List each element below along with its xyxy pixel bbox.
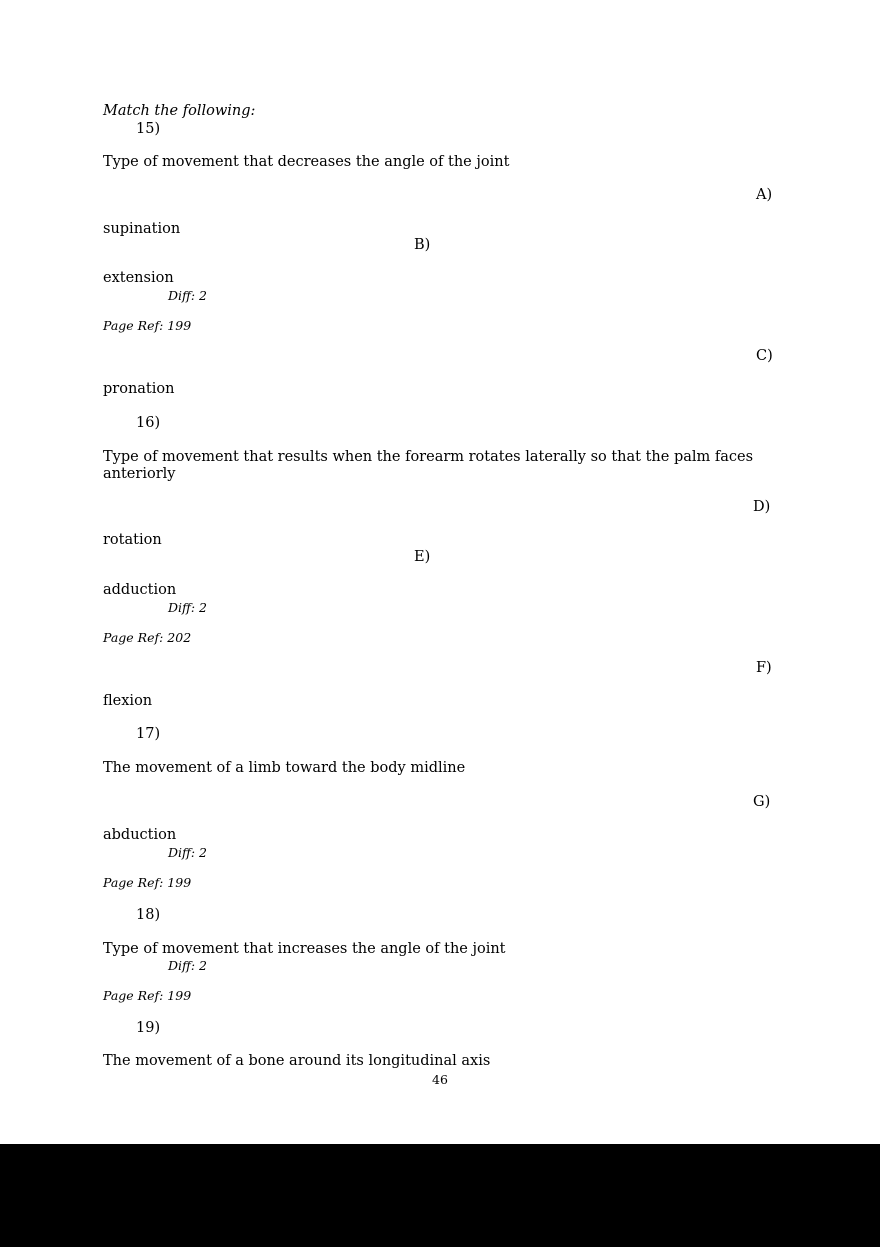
option-term: adduction (103, 582, 177, 598)
option-letter: C) (756, 348, 773, 364)
question-prompt: The movement of a bone around its longitudinal axis (103, 1053, 491, 1069)
option-term: extension (103, 270, 174, 286)
option-letter: F) (756, 660, 772, 676)
question-prompt: Type of movement that results when the forearm rotates laterally so that the palm faces anteriorly (103, 449, 754, 482)
difficulty-label: Diff: 2 (168, 845, 208, 860)
option-letter: D) (753, 499, 771, 515)
question-prompt: Type of movement that increases the angle of the joint (103, 941, 506, 957)
option-letter: E) (414, 549, 431, 565)
option-term: flexion (103, 693, 153, 709)
difficulty-label: Diff: 2 (168, 958, 208, 973)
page-ref-label: Page Ref: 202 (103, 630, 192, 645)
difficulty-label: Diff: 2 (168, 600, 208, 615)
page-ref-label: Page Ref: 199 (103, 875, 192, 890)
bottom-black-bar (0, 1144, 880, 1247)
option-term: rotation (103, 532, 162, 548)
instruction-heading: Match the following: (103, 103, 256, 119)
option-term: abduction (103, 827, 177, 843)
option-letter: G) (753, 794, 771, 810)
page-number: 46 (432, 1072, 448, 1087)
question-number: 16) (136, 415, 161, 431)
option-letter: B) (414, 237, 431, 253)
question-number: 17) (136, 726, 161, 742)
question-prompt: Type of movement that decreases the angle of the joint (103, 154, 510, 170)
page-ref-label: Page Ref: 199 (103, 318, 192, 333)
difficulty-label: Diff: 2 (168, 288, 208, 303)
question-number: 19) (136, 1020, 161, 1036)
option-letter: A) (756, 187, 773, 203)
option-term: pronation (103, 381, 175, 397)
question-prompt: The movement of a limb toward the body midline (103, 760, 466, 776)
question-number: 15) (136, 121, 161, 137)
question-number: 18) (136, 907, 161, 923)
option-term: supination (103, 221, 181, 237)
page-ref-label: Page Ref: 199 (103, 988, 192, 1003)
